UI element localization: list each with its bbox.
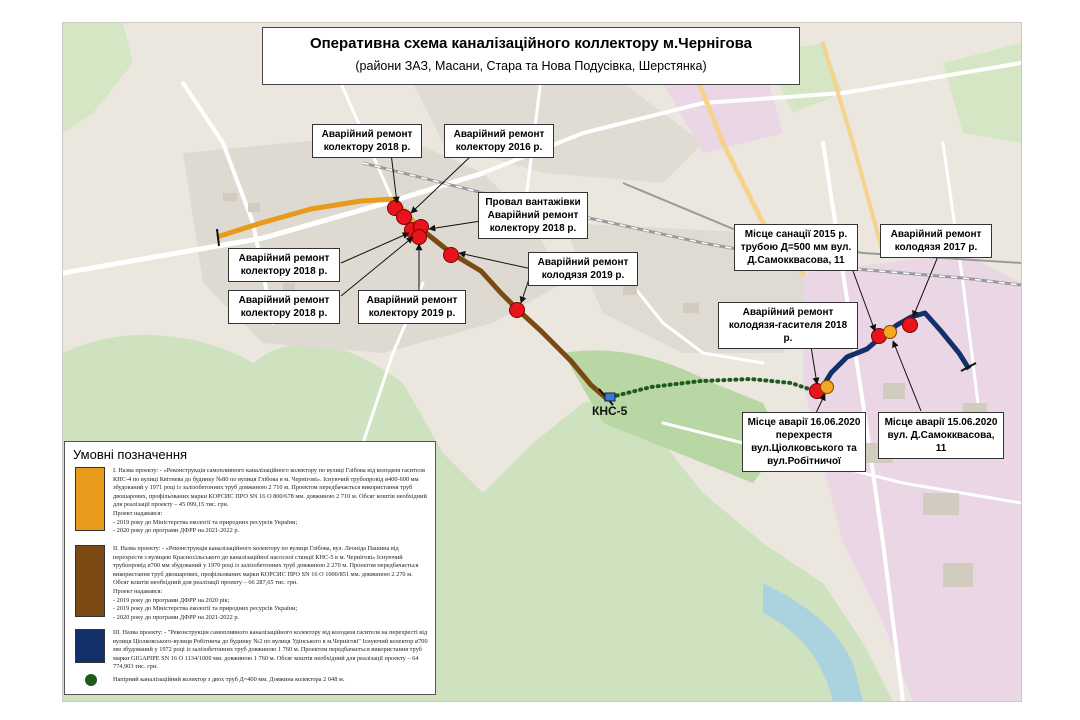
incident-marker — [397, 210, 412, 225]
callout-repair-collector-2018-a: Аварійний ремонт колектору 2018 р. — [312, 124, 422, 158]
legend-dot-pressure-collector — [85, 674, 97, 686]
callout-repair-well-2019: Аварійний ремонт колодязя 2019 р. — [528, 252, 638, 286]
route-1-start-tick — [217, 229, 219, 246]
map-subtitle: (райони ЗАЗ, Масани, Стара та Нова Подусівка, Шерстянка) — [355, 59, 707, 73]
map-title: Оперативна схема каналізаційного коллектору м.Чернігова — [309, 35, 753, 52]
callout-truck-collapse-2018: Провал вантажівки Аварійний ремонт колектору 2018 р. — [478, 192, 588, 239]
legend-text-pressure-collector: Напірний каналізаційний колектор з двох труб Д=400 мм. Довжина колектора 2 048 м. — [113, 676, 345, 683]
callout-accident-2020-06-15: Місце аварії 15.06.2020 вул. Д.Самокквасова, 11 — [878, 412, 1004, 459]
incident-marker-alt — [884, 326, 897, 339]
callout-repair-collector-2016: Аварійний ремонт колектору 2016 р. — [444, 124, 554, 158]
legend-title: Умовні позначення — [73, 447, 188, 462]
incident-marker — [510, 303, 525, 318]
incident-marker-alt — [821, 381, 834, 394]
legend-swatch-route-2 — [75, 545, 105, 617]
legend-item-pressure-collector — [65, 674, 435, 690]
legend-swatch-route-1 — [75, 467, 105, 531]
callout-leader-line — [429, 221, 481, 229]
callout-leader-line — [913, 249, 941, 317]
callout-accident-2020-06-16: Місце аварії 16.06.2020 перехрестя вул.Ціолковського та вул.Робітничої — [742, 412, 866, 472]
legend-panel — [64, 441, 436, 695]
callout-repair-collector-2018-c: Аварійний ремонт колектору 2018 р. — [228, 290, 340, 324]
incident-marker — [903, 318, 918, 333]
legend-item-route-3 — [65, 629, 435, 669]
legend-item-route-2 — [65, 545, 435, 623]
callout-leader-line — [341, 237, 413, 296]
legend-swatch-route-3 — [75, 629, 105, 663]
callout-leader-line — [391, 153, 397, 203]
incident-marker — [412, 230, 427, 245]
legend-item-route-1 — [65, 467, 435, 537]
callout-rehab-2015: Місце санації 2015 р. трубою Д=500 мм вул. Д.Самокквасова, 11 — [734, 224, 858, 271]
map-title-box — [262, 27, 800, 85]
callout-repair-damper-well-2018: Аварійний ремонт колодязя-гасителя 2018 р. — [718, 302, 858, 349]
incident-marker — [444, 248, 459, 263]
kns-5-marker — [605, 393, 615, 401]
legend-text-route-1: I. Назва проекту: - «Реконструкція самопливного каналізаційного колектору по вулиці Глібова від колодязя гасителя КНС-4 по вулиці Квітнева до будинку №80 по вулиця Глібова в м. Чернігові». Існуючий трубопровід ø400-600 мм збудований у 1971 році із залізобетонних труб довжиною 2 710 м. Проектом передбачається використання труб двошарових, профільованих марки КОРСИС ПРО SN 16 О 800/678 мм. довжиною 2 710 м. Обсяг коштів необхідний для реалізації проекту – 45 099,15 тис. грн. Проект надавався: - 2019 року до Міністерства екології та природних ресурсів України; - 2020 року до програми ДФРР на 2021-2022 р. — [113, 467, 427, 535]
legend-text-route-2: II. Назва проекту: - «Реконструкція каналізаційного колектору по вулиця Глібова, вул. Леоніда Пашина від перехрестя з вулицею Красносільського до каналізаційної насосної станції КНС-5 в м. Чернігові» Існуючий трубопровід ø700 мм збудований у 1970 році із залізобетонних труб довжиною 2 270 м. Проектом передбачається використання труб двошарових, профільованих марки КОРСИС ПРО SN 16 О 1000/851 мм. довжиною 2 270 м. Обсяг коштів необхідний для реалізації проекту – 66 287,65 тис. грн. Проект надавався: - 2019 року до програми ДФРР на 2020 рік; - 2019 року до Міністерства екології та природних ресурсів України; - 2020 року до програми ДФРР на 2021-2022 р. — [113, 545, 419, 621]
callout-repair-collector-2019: Аварійний ремонт колектору 2019 р. — [358, 290, 466, 324]
callout-repair-collector-2018-b: Аварійний ремонт колектору 2018 р. — [228, 248, 340, 282]
kns-5-label: КНС-5 — [592, 404, 628, 418]
pressure-collector-line — [611, 379, 815, 397]
callout-repair-well-2017: Аварійний ремонт колодязя 2017 р. — [880, 224, 992, 258]
callout-leader-line — [411, 156, 471, 213]
legend-text-route-3: III. Назва проекту: - "Реконструкція самопливного каналізаційного колектору від колодязя гасителя на перехресті від вулиця Ціолковського-вулиця Робітнича до будинку №2 по вулиця Удінського в м.Чернігові" Існуючий колектор ø700 мм збудований у 1972 році із залізобетонних труб довжиною 1 760 м. Проектом передбачається використання труб марки GIGAPIPE SN 16 O 1134/1000 мм. довжиною 1 760 м. Обсяг коштів необхідний для реалізації проекту – 64 774,903 тис. грн. — [113, 629, 428, 671]
callout-leader-line — [893, 341, 921, 411]
